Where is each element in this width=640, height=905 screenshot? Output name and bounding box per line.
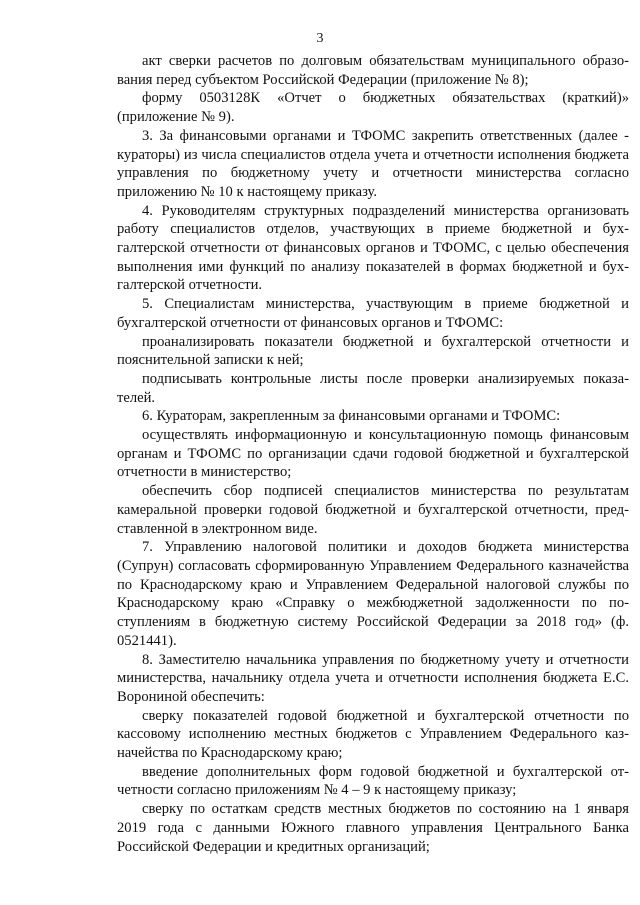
paragraph-item-3: 3. За финансовыми органами и ТФОМС закрепить ответственных (далее - кураторы) из числа специалистов отдела учета и отчетности исполнения бюджета управления по бюджетному учету и отчетности министерства согласно приложению № 10 к настоящему приказу. [117,127,629,200]
paragraph-item-5: 5. Специалистам министерства, участвующим в приеме бюджетной и бухгалтерской отчетности от финансовых органов и ТФОМС: [117,296,629,331]
paragraph-analyze-indicators: проанализировать показатели бюджетной и бухгалтерской отчетности и пояснительной записки к ней; [117,333,629,369]
paragraph-reconcile-balances: сверку по остаткам средств местных бюджетов по состоянию на 1 января 2019 года с данными Южного главного управления Центрального Банка Российской Федерации и кредитных организаций; [117,801,629,855]
paragraph-item-7: 7. Управлению налоговой политики и доходов бюджета министерства (Супрун) согласовать сформированную Управлением Федерального казначейства по Краснодарскому краю и Управлением Федеральной налоговой службы по Краснодарскому краю «Справку о межбюджетной задолженности по поступлениям в бюджетную систему Российской Федерации за 2018 год» (ф. 0521441). [117,539,629,649]
paragraph-collect-signatures: обеспечить сбор подписей специалистов министерства по результатам камеральной проверки годовой бюджетной и бухгалтерской отчетности, представленной в электронном виде. [117,483,629,537]
document-body [117,52,629,856]
paragraph-reconcile-cash-execution: сверку показателей годовой бюджетной и бухгалтерской отчетности по кассовому исполнению местных бюджетов с Управлением Федерального казначейства по Краснодарскому краю; [117,707,629,762]
paragraph-additional-forms: введение дополнительных форм годовой бюджетной и бухгалтерской отчетности согласно приложениям № 4 – 9 к настоящему приказу; [117,763,629,799]
paragraph-act-reconciliation: акт сверки расчетов по долговым обязательствам муниципального образования перед субъектом Российской Федерации (приложение № 8); [117,53,629,88]
paragraph-sign-control-sheets: подписывать контрольные листы после проверки анализируемых показателей. [117,370,629,406]
paragraph-item-4: 4. Руководителям структурных подразделений министерства организовать работу специалистов отделов, участвующих в приеме бюджетной и бухгалтерской отчетности от финансовых органов и ТФОМС, с целью обеспечения выполнения ими функций по анализу показателей в формах бюджетной и бухгалтерской отчетности. [117,202,629,294]
paragraph-provide-assistance: осуществлять информационную и консультационную помощь финансовым органам и ТФОМС по организации сдачи годовой бюджетной и бухгалтерской отчетности в министерство; [117,427,629,481]
paragraph-form-0503128k: форму 0503128К «Отчет о бюджетных обязательствах (краткий)» (приложение № 9). [117,90,629,126]
page-number: 3 [316,31,324,46]
paragraph-item-8: 8. Заместителю начальника управления по бюджетному учету и отчетности министерства, начальнику отдела учета и отчетности исполнения бюджета Е.С. Ворониной обеспечить: [117,651,629,705]
paragraph-item-6: 6. Кураторам, закрепленным за финансовыми органами и ТФОМС: [142,408,561,425]
